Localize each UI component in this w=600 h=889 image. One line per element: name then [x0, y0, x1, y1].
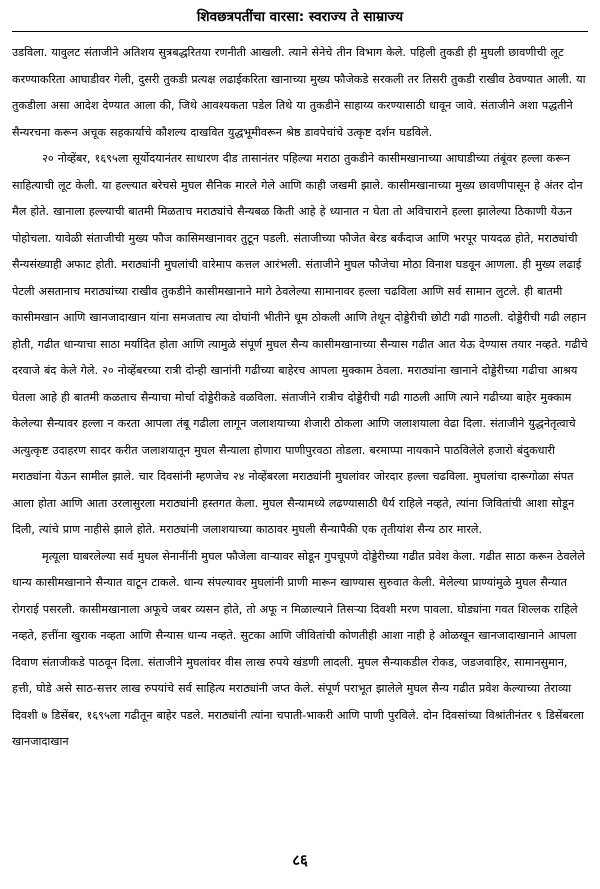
paragraph-battle-account: २० नोव्हेंबर, १६९५ला सूर्योदयानंतर साधारण दीड तासानंतर पहिल्या मराठा तुकडीने कासीमखानाच्या आघाडीच्या तंबूंवर हल्ला करून साहित्याची लूट केली. या हल्ल्यात बरेचसे मुघल सैनिक मारले गेले आणि काही जखमी झाले. कासीमखानाच्या मुख्य छावणीपासून हे अंतर दोन मैल होते. खानाला हल्ल्याची बातमी मिळताच मराठ्यांचे सैन्यबळ किती आहे हे ध्यानात न घेता तो अविचाराने हल्ला झालेल्या ठिकाणी येऊन पोहोचला. यावेळी संताजीची मुख्य फौज कासिमखानावर तुटून पडली. संताजीच्या फौजेत बेरड बर्कंदाज आणि भरपूर पायदळ होते, मराठ्यांची सैन्यसंख्याही अफाट होती. मराठ्यांनी मुघलांची वारेमाप कत्तल आरंभली. संताजीने मुघल फौजेचा मोठा विनाश घडवून आणला. ही मुख्य लढाई पेटली असतानाच मराठ्यांच्या राखीव तुकडीने कासीमखानाने मागे ठेवलेल्या सामानावर हल्ला चढविला आणि सर्व सामान लुटले. ही बातमी कासीमखान आणि खानजादाखान यांना समजताच त्या दोघांनी भीतीने धूम ठोकली आणि तेथून दोड्डेरीची छोटी गढी गाठली. दोड्डेरीची गढी लहान होती, गढीत धान्याचा साठा मर्यादित होता आणि त्यामुळे संपूर्ण मुघल सैन्य कासीमखानाच्या सैन्यास गढीत आत येऊ देण्यास तयार नव्हते. गढीचे दरवाजे बंद केले गेले. २० नोव्हेंबरच्या रात्री दोन्ही खानांनी गढीच्या बाहेरच आपला मुक्काम ठेवला. मराठ्यांना खानाने दोड्डेरीच्या गढीचा आश्रय घेतला आहे ही बातमी कळताच सैन्याचा मोर्चा दोड्डेरीकडे वळविला. संताजीने रात्रीच दोड्डेरीची गढी गाठली आणि त्याने गढीच्या बाहेर मुक्काम केलेल्या सैन्यावर हल्ला न करता आपला तंबू गढीला लागून जलाशयाच्या शेजारी ठोकला आणि जलाशयाला वेढा दिला. संताजीने युद्धनेतृत्वाचे अत्युत्कृष्ट उदाहरण सादर करीत जलाशयातून मुघल सैन्याला होणारा पाणीपुरवठा तोडला. बरमाप्पा नायकाने पाठविलेले हजारो बंदुकधारी मराठ्यांना येऊन सामील झाले. चार दिवसांनी म्हणजेच २४ नोव्हेंबरला मराठ्यांनी मुघलांवर जोरदार हल्ला चढविला. मुघलांचा दारूगोळा संपत आला होता आणि आता उरलासुरला मराठ्यांनी हस्तगत केला. मुघल सैन्यामध्ये लढण्यासाठी धैर्य राहिले नव्हते, त्यांना जिवितांची आशा सोडून दिली, त्यांचे प्राण नाहीसे झाले होते. मराठ्यांनी जलाशयाच्या काठावर मुघली सैन्यापैकी एक तृतीयांश सैन्य ठार मारले. [12, 152, 588, 536]
header-divider [12, 31, 588, 32]
page-number: ८६ [292, 851, 308, 869]
paragraph-continued: उडविला. यावुलट संताजीने अतिशय सुत्रबद्धरितया रणनीती आखली. त्याने सेनेचे तीन विभाग केले. पहिली तुकडी ही मुघली छावणीची लूट करण्याकरिता आघाडीवर गेली, दुसरी तुकडी प्रत्यक्ष लढाईकरिता खानाच्या मुख्य फौजेकडे सरकली तर तिसरी तुकडी राखीव ठेवण्यात आली. या तुकडीला असा आदेश देण्यात आला की, जिथे आवश्यकता पडेल तिथे या तुकडीने साहाय्य करण्यासाठी धावून जावे. संताजीने अशा पद्धतीने सैन्यरचना करून अचूक सहकार्याचे कौशल्य दाखवित युद्धभूमीवरून श्रेष्ठ डावपेचांचे उत्कृष्ट दर्शन घडविले. [12, 46, 586, 139]
running-header: शिवछत्रपतींचा वारसा: स्वराज्य ते साम्राज्य [196, 9, 404, 25]
paragraph-siege-outcome: मृत्यूला घाबरलेल्या सर्व मुघल सेनानींनी मुघल फौजेला वाऱ्यावर सोडून गुपचूपणे दोड्डेरीच्या गढीत प्रवेश केला. गढीत साठा करून ठेवलेले धान्य कासीमखानाने सैन्यात वाटून टाकले. धान्य संपल्यावर मुघलांनी प्राणी मारून खाण्यास सुरुवात केली. मेलेल्या प्राण्यांमुळे मुघल सैन्यात रोगराई पसरली. कासीमखानाला अफूचे जबर व्यसन होते, तो अफू न मिळाल्याने तिसऱ्या दिवशी मरण पावला. घोड्यांना गवत शिल्लक राहिले नव्हते, हत्तींना खुराक नव्हता आणि सैन्यास धान्य नव्हते. सुटका आणि जीवितांची कोणतीही आशा नाही हे ओळखून खानजादाखानाने आपला दिवाण संताजीकडे पाठवून दिला. संताजीने मुघलांवर वीस लाख रुपये खंडणी लादली. मुघल सैन्याकडील रोकड, जडजवाहिर, सामानसुमान, हत्ती, घोडे असे साठ-सत्तर लाख रुपयांचे सर्व साहित्य मराठ्यांनी जप्त केले. संपूर्ण पराभूत झालेले मुघल सैन्य गढीत प्रवेश केल्याच्या तेराव्या दिवशी ७ डिसेंबर, १६९५ला गढीतून बाहेर पडले. मराठ्यांनी त्यांना चपाती-भाकरी आणि पाणी पुरविले. दोन दिवसांच्या विश्रांतीनंतर ९ डिसेंबरला खानजादाखान [12, 549, 585, 748]
